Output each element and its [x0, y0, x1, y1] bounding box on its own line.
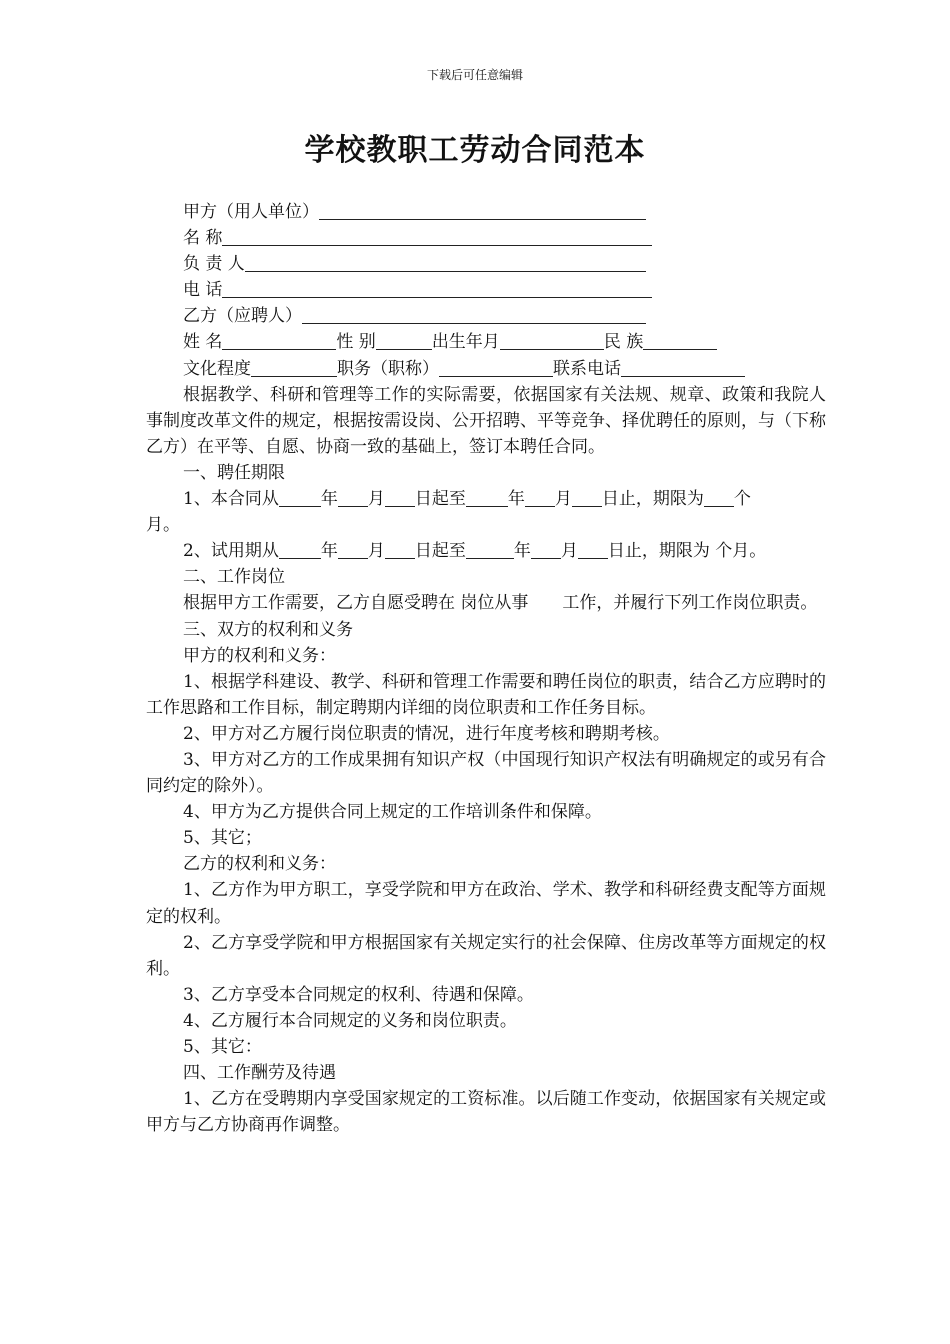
- phone-line: [146, 277, 826, 303]
- section-2-text: 根据甲方工作需要，乙方自愿受聘在 岗位从事 工作，并履行下列工作岗位职责。: [183, 593, 818, 614]
- b-title-field[interactable]: [439, 358, 553, 377]
- probation-end-month-field[interactable]: [531, 540, 561, 559]
- party-b-item: 5、其它：: [183, 1037, 262, 1057]
- name-label: 名 称: [183, 228, 223, 249]
- term-text: 日止，期限为: [601, 489, 704, 510]
- party-b-rights-heading: 乙方的权利和义务：: [183, 854, 336, 875]
- party-b-item: 4、乙方履行本合同规定的义务和岗位职责。: [183, 1010, 517, 1031]
- probation-text: 月: [560, 541, 578, 562]
- term-text: 月: [367, 489, 385, 510]
- probation-text: 2、试用期从: [183, 541, 279, 562]
- probation-start-month-field[interactable]: [338, 540, 368, 559]
- probation-end-day-field[interactable]: [578, 540, 608, 559]
- end-day-field[interactable]: [572, 488, 602, 507]
- end-year-field[interactable]: [466, 488, 508, 507]
- probation-start-year-field[interactable]: [279, 540, 321, 559]
- b-info-line-2: [146, 356, 826, 382]
- party-a-item: 4、甲方为乙方提供合同上规定的工作培训条件和保障。: [183, 802, 602, 823]
- start-day-field[interactable]: [385, 488, 415, 507]
- party-b-item: 3、乙方享受本合同规定的权利、待遇和保障。: [183, 984, 534, 1005]
- term-line-1-tail: 月。: [146, 515, 180, 536]
- term-months-field[interactable]: [704, 488, 734, 507]
- term-text: 1、本合同从: [183, 489, 279, 510]
- name-field[interactable]: [222, 227, 652, 246]
- probation-text: 日止，期限为 个月。: [607, 541, 767, 562]
- term-line-1: [146, 486, 826, 512]
- term-text: 日起至: [414, 489, 466, 510]
- contract-body: [146, 199, 826, 1138]
- b-ethnic-field[interactable]: [643, 331, 717, 350]
- compensation-item: 1、乙方在受聘期内享受国家规定的工资标准。以后随工作变动，依据国家有关规定或甲方与乙方协商再作调整。: [146, 1089, 826, 1136]
- b-title-label: 职务（职称）: [337, 358, 439, 379]
- party-a-item: 1、根据学科建设、教学、科研和管理工作需要和聘任岗位的职责，结合乙方应聘时的工作思路和工作目标，制定聘期内详细的岗位职责和工作任务目标。: [146, 671, 826, 718]
- head-field[interactable]: [245, 253, 646, 272]
- term-text: 年: [320, 489, 338, 510]
- phone-field[interactable]: [222, 279, 652, 298]
- phone-label: 电 话: [183, 280, 223, 301]
- section-2-heading: 二、工作岗位: [183, 567, 285, 588]
- b-edu-label: 文化程度: [183, 358, 251, 379]
- section-3-heading: 三、双方的权利和义务: [183, 619, 353, 640]
- party-b-field[interactable]: [302, 305, 646, 324]
- party-a-rights-heading: 甲方的权利和义务：: [183, 645, 336, 666]
- b-birth-label: 出生年月: [431, 332, 500, 353]
- head-label: 负 责 人: [183, 254, 245, 275]
- term-text: 月: [554, 489, 572, 510]
- party-a-label: 甲方（用人单位）: [183, 202, 319, 222]
- party-b-label: 乙方（应聘人）: [183, 306, 302, 327]
- header-note: 下载后可任意编辑: [426, 68, 523, 82]
- head-line: [146, 251, 826, 277]
- b-birth-field[interactable]: [500, 331, 604, 350]
- probation-text: 年: [320, 541, 338, 562]
- term-text: 年: [507, 489, 525, 510]
- party-a-item: 2、甲方对乙方履行岗位职责的情况，进行年度考核和聘期考核。: [183, 723, 670, 744]
- section-1-heading: 一、聘任期限: [183, 462, 285, 483]
- b-gender-label: 性 别: [336, 332, 376, 353]
- b-contact-field[interactable]: [621, 358, 745, 377]
- party-a-line: [146, 199, 826, 225]
- party-b-item: 1、乙方作为甲方职工，享受学院和甲方在政治、学术、教学和科研经费支配等方面规定的权利。: [146, 880, 826, 927]
- term-text: 个: [733, 489, 751, 510]
- name-line: [146, 225, 826, 251]
- b-name-field[interactable]: [222, 331, 336, 350]
- b-edu-field[interactable]: [251, 358, 337, 377]
- intro-paragraph: 根据教学、科研和管理等工作的实际需要，依据国家有关法规、规章、政策和我院人事制度改革文件的规定，根据按需设岗、公开招聘、平等竞争、择优聘任的原则，与（下称乙方）在平等、自愿、协商一致的基础上，签订本聘任合同。: [146, 384, 826, 457]
- party-b-line: [146, 303, 826, 329]
- document-title: 学校教职工劳动合同范本: [304, 133, 646, 168]
- party-b-item: 2、乙方享受学院和甲方根据国家有关规定实行的社会保障、住房改革等方面规定的权利。: [146, 932, 826, 979]
- end-month-field[interactable]: [525, 488, 555, 507]
- b-ethnic-label: 民 族: [603, 332, 644, 353]
- probation-start-day-field[interactable]: [385, 540, 415, 559]
- b-info-line-1: [146, 329, 826, 355]
- party-a-item: 5、其它；: [183, 828, 262, 849]
- probation-end-year-field[interactable]: [466, 540, 514, 559]
- party-a-field[interactable]: [319, 201, 646, 220]
- start-month-field[interactable]: [338, 488, 368, 507]
- start-year-field[interactable]: [279, 488, 321, 507]
- term-line-2: [146, 538, 826, 564]
- probation-text: 日起至: [414, 541, 466, 562]
- section-4-heading: 四、工作酬劳及待遇: [183, 1063, 336, 1084]
- probation-text: 年: [513, 541, 531, 562]
- b-name-label: 姓 名: [183, 332, 223, 353]
- probation-text: 月: [367, 541, 385, 562]
- party-a-item: 3、甲方对乙方的工作成果拥有知识产权（中国现行知识产权法有明确规定的或另有合同约定的除外）。: [146, 749, 826, 797]
- b-gender-field[interactable]: [376, 331, 432, 350]
- b-contact-label: 联系电话: [553, 358, 621, 379]
